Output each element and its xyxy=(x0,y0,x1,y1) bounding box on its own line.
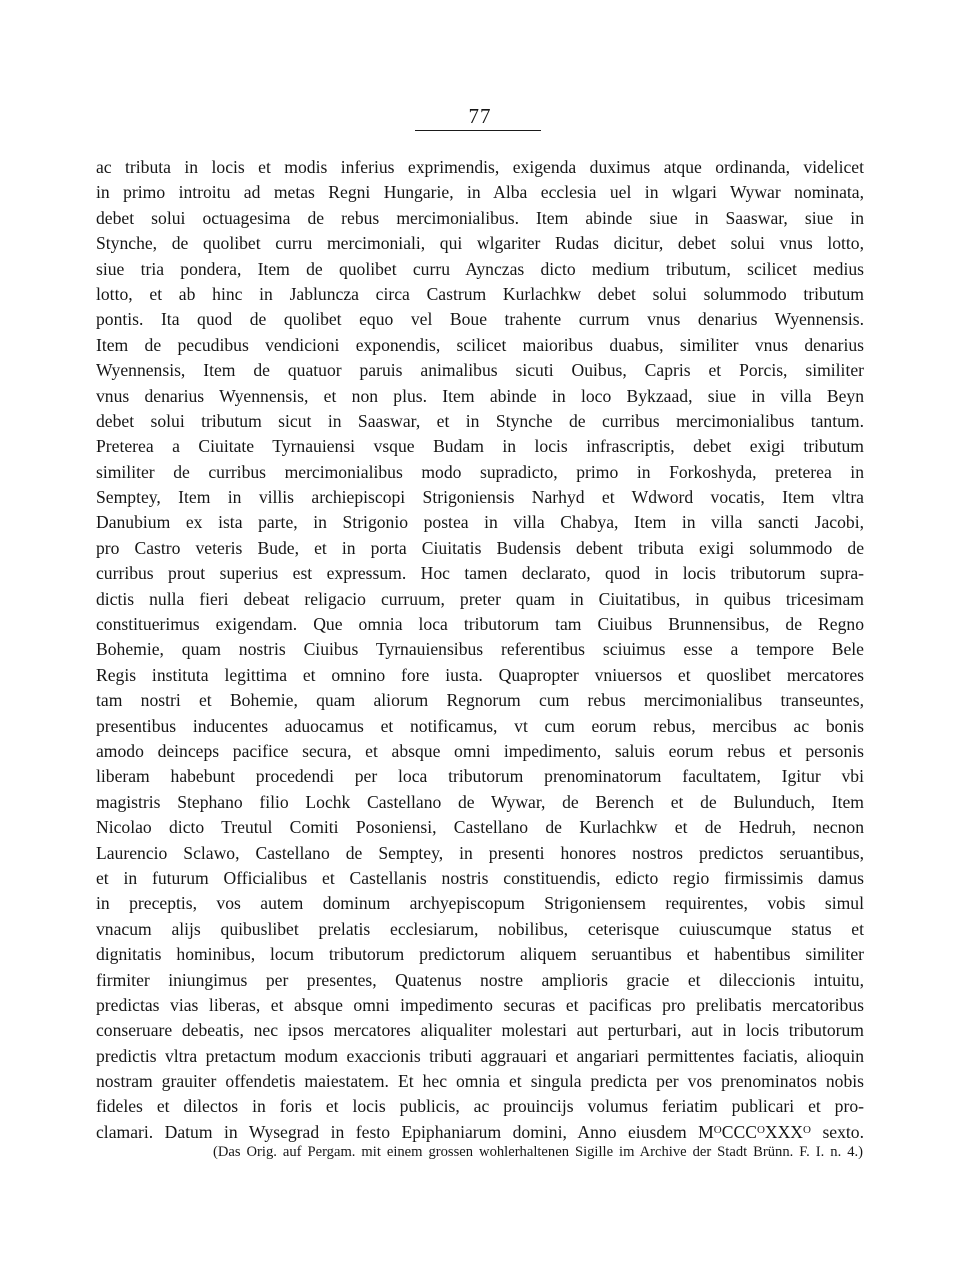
text-line: Item de pecudibus vendicioni exponendis, scilicet maioribus duabus, similiter vnus denarius xyxy=(96,334,864,355)
text-line: vnus denarius Wyennensis, et non plus. Item abinde in loco Bykzaad, siue in villa Beyn xyxy=(96,385,864,406)
text-line: siue tria pondera, Item de quolibet curru Aynczas dicto medium tributum, scilicet medius xyxy=(96,258,864,279)
text-line: dignitatis hominibus, locum tributorum predictorum aliquem seruantibus et habentibus similiter xyxy=(96,944,864,965)
page-number: 77 xyxy=(468,104,492,128)
text-line: nostram grauiter offendetis maiestatem. Et hec omnia et singula predicta per vos prenominatos nobis xyxy=(96,1071,864,1092)
text-line: predictis vltra pretactum modum exaccionis tributi aggrauari et angariari permittentes faciatis, alioquin xyxy=(96,1045,864,1066)
text-line: tam nostri et Bohemie, quam aliorum Regnorum cum rebus mercimonialibus transeuntes, xyxy=(96,690,864,711)
text-line: fideles et dilectos in foris et locis publicis, ac prouincijs volumus feriatim publicari et pro- xyxy=(96,1096,864,1117)
text-line: debet solui tributum sicut in Saaswar, et in Stynche de curribus mercimonialibus tantum. xyxy=(96,410,864,431)
charter-text xyxy=(96,155,864,1145)
text-line: Wyennensis, Item de quatuor paruis animalibus sicuti Ouibus, Capris et Porcis, similiter xyxy=(96,360,864,381)
text-line: in preceptis, vos autem dominum archyepiscopum Strigoniensem requirentes, vobis simul xyxy=(96,893,864,914)
text-line: in primo introitu ad metas Regni Hungarie, in Alba ecclesia uel in wlgari Wywar nominata, xyxy=(96,182,864,203)
text-line: presentibus inducentes aduocamus et notificamus, vt cum eorum rebus, mercibus ac bonis xyxy=(96,715,864,736)
text-line: ac tributa in locis et modis inferius exprimendis, exigenda duximus atque ordinanda, videlicet xyxy=(96,157,864,177)
text-line: similiter de curribus mercimonialibus modo supradicto, primo in Forkoshyda, preterea in xyxy=(96,461,864,482)
header-rule xyxy=(415,130,541,131)
final-line-prefix: clamari. Datum in Wysegrad in festo Epiphaniarum domini, Anno eiusdem M xyxy=(96,1121,714,1142)
text-line: Preterea a Ciuitate Tyrnauiensi vsque Budam in locis infrascriptis, debet exigi tributum xyxy=(96,436,864,457)
text-line: vnacum alijs quibuslibet prelatis ecclesiarum, nobilibus, ceterisque cuiuscumque status et xyxy=(96,918,864,939)
text-line: firmiter iniungimus per presentes, Quatenus nostre amplioris gracie et dileccionis intuitu, xyxy=(96,969,864,990)
text-line: Nicolao dicto Treutul Comiti Posoniensi, Castellano de Kurlachkw et de Hedruh, necnon xyxy=(96,817,864,838)
superscript-o: O xyxy=(756,1123,765,1136)
text-line: pontis. Ita quod de quolibet equo vel Boue trahente currum vnus denarius Wyennensis. xyxy=(96,309,864,330)
text-line: Stynche, de quolibet curru mercimoniali, qui wlgariter Rudas dicitur, debet solui vnus lotto, xyxy=(96,233,864,254)
source-footnote: (Das Orig. auf Pergam. mit einem grossen wohlerhaltenen Sigille im Archive der Stadt Brünn. F. I. n. 4.) xyxy=(213,1144,863,1160)
text-line: Semptey, Item in villis archiepiscopi Strigoniensis Narhyd et Wdword vocatis, Item vltra xyxy=(96,487,864,508)
final-line-numeral: XXX xyxy=(764,1121,804,1142)
final-line-numeral: CCC xyxy=(721,1121,757,1142)
text-line: Danubium ex ista parte, in Strigonio postea in villa Chabya, Item in villa sancti Jacobi, xyxy=(96,512,864,533)
text-line: et in futurum Officialibus et Castellanis nostris constituendis, edicto regio firmissimis damus xyxy=(96,867,864,888)
final-line-suffix: sexto. xyxy=(810,1121,864,1142)
text-line: pro Castro veteris Bude, et in porta Ciuitatis Budensis debent tributa exigi solummodo de xyxy=(96,537,864,558)
text-line: dictis nulla fieri debeat religacio curruum, preter quam in Ciuitatibus, in quibus tricesimam xyxy=(96,588,864,609)
text-line: curribus prout superius est expressum. Hoc tamen declarato, quod in locis tributorum supra- xyxy=(96,563,864,584)
text-line: magistris Stephano filio Lochk Castellano de Wywar, de Berench et de Bulunduch, Item xyxy=(96,791,864,812)
text-line: Bohemie, quam nostris Ciuibus Tyrnauiensibus referentibus sciuimus esse a tempore Bele xyxy=(96,639,864,660)
text-line: lotto, et ab hinc in Jabluncza circa Castrum Kurlachkw debet solui solummodo tributum xyxy=(96,283,864,304)
text-line: predictas vias liberas, et absque omni impedimento securas et pacificas pro prelibatis mercatoribus xyxy=(96,994,864,1015)
text-line: Regis instituta legittima et omnino fore iusta. Quapropter vniuersos et quoslibet mercatores xyxy=(96,664,864,685)
text-line: conseruare debeatis, nec ipsos mercatores aliqualiter molestari aut perturbari, aut in locis tributorum xyxy=(96,1020,864,1041)
text-line: Laurencio Sclawo, Castellano de Semptey, in presenti honores nostros predictos seruantibus, xyxy=(96,842,864,863)
text-line: liberam habebunt procedendi per loca tributorum prenominatorum facultatem, Igitur vbi xyxy=(96,766,864,787)
text-line: debet solui octuagesima de rebus mercimonialibus. Item abinde siue in Saaswar, siue in xyxy=(96,207,864,228)
superscript-o: O xyxy=(713,1123,722,1136)
superscript-o: O xyxy=(803,1123,811,1136)
text-line: constituerimus exigendam. Que omnia loca tributorum tam Ciuibus Brunnensibus, de Regno xyxy=(96,614,864,635)
text-line: amodo deinceps pacifice secura, et absque omni impedimento, saluis eorum rebus et personis xyxy=(96,740,864,761)
